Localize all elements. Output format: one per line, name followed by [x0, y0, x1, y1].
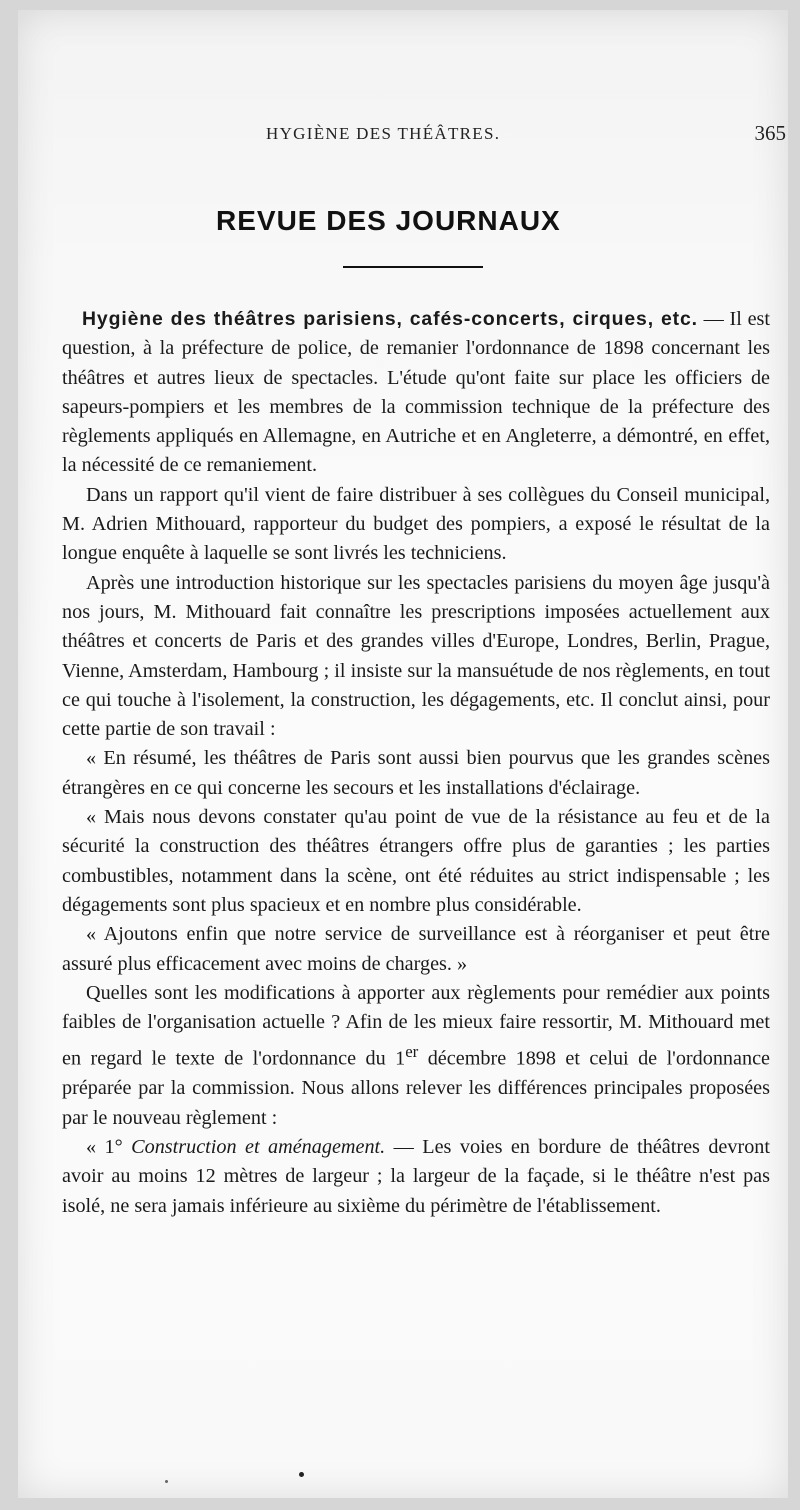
ordinal-superscript: er	[405, 1042, 419, 1062]
paragraph-text: — Les voies en bordure de théâtres devront avoir au moins 12 mètres de largeur ; la largeur de la façade, si le théâtre n'est pas isolé, ne sera jamais inférieure au sixième du périmètre de l'établissement.	[62, 1136, 770, 1217]
paragraph-text-after-superscript: décembre 1898 et celui de l'ordonnance préparée par la commission. Nous allons relever les différences principales proposées par le nouveau règlement :	[62, 1048, 770, 1129]
paragraph-heading: Hygiène des théâtres parisiens, cafés-concerts, cirques, etc.	[82, 308, 698, 330]
article-body	[62, 305, 770, 1221]
quote-prefix: « 1°	[86, 1136, 132, 1159]
quote-surveillance: « Ajoutons enfin que notre service de surveillance est à réorganiser et peut être assuré plus efficacement avec moins de charges. »	[62, 923, 770, 975]
section-title: REVUE DES JOURNAUX	[216, 205, 561, 236]
paragraph-modifications	[62, 979, 770, 1133]
running-title: HYGIÈNE DES THÉÂTRES.	[266, 124, 501, 143]
print-speck	[299, 1472, 304, 1477]
book-page	[18, 10, 788, 1498]
print-speck	[165, 1480, 168, 1483]
italic-heading: Construction et aménagement.	[131, 1136, 386, 1159]
paragraph-text-before-superscript: Quelles sont les modifications à apporter aux règlements pour remédier aux points faibles de l'organisation actuelle ? Afin de les mieux faire ressortir, M. Mithouard met en regard le texte de l'ordonnance du 1	[62, 981, 770, 1071]
page-number: 365	[754, 121, 786, 145]
paragraph-text: — Il est question, à la préfecture de police, de remanier l'ordonnance de 1898 concernant les théâtres et autres lieux de spectacles. L'étude qu'ont faite sur place les officiers de sapeurs-pompiers et les membres de la commission technique de la préfecture des règlements appliqués en Allemagne, en Autriche et en Angleterre, a démontré, en effet, la nécessité de ce remaniement.	[62, 308, 770, 477]
quote-securite: « Mais nous devons constater qu'au point de vue de la résistance au feu et de la sécurité la construction des théâtres étrangers offre plus de garanties ; les parties combustibles, notamment dans la scène, ont été réduites au strict indispensable ; les dégagements sont plus spacieux et en nombre plus considérable.	[62, 806, 770, 916]
paragraph-hygiene-theatres	[62, 305, 770, 481]
paragraph-rapport: Dans un rapport qu'il vient de faire distribuer à ses collègues du Conseil municipal, M. Adrien Mithouard, rapporteur du budget des pompiers, a exposé le résultat de la longue enquête à laquelle se sont livrés les techniciens.	[62, 483, 770, 565]
quote-resume: « En résumé, les théâtres de Paris sont aussi bien pourvus que les grandes scènes étrangères en ce qui concerne les secours et les installations d'éclairage.	[62, 747, 770, 799]
running-head	[248, 121, 788, 154]
paragraph-introduction-historique: Après une introduction historique sur les spectacles parisiens du moyen âge jusqu'à nos jours, M. Mithouard fait connaître les prescriptions imposées actuellement aux théâtres et concerts de Paris et des grandes villes d'Europe, Londres, Berlin, Prague, Vienne, Amsterdam, Hambourg ; il insiste sur la mansuétude de nos règlements, en tout ce qui touche à l'isolement, la construction, les dégagements, etc. Il conclut ainsi, pour cette partie de son travail :	[62, 571, 770, 741]
paragraph-construction-amenagement	[62, 1133, 770, 1221]
title-rule	[343, 266, 483, 268]
